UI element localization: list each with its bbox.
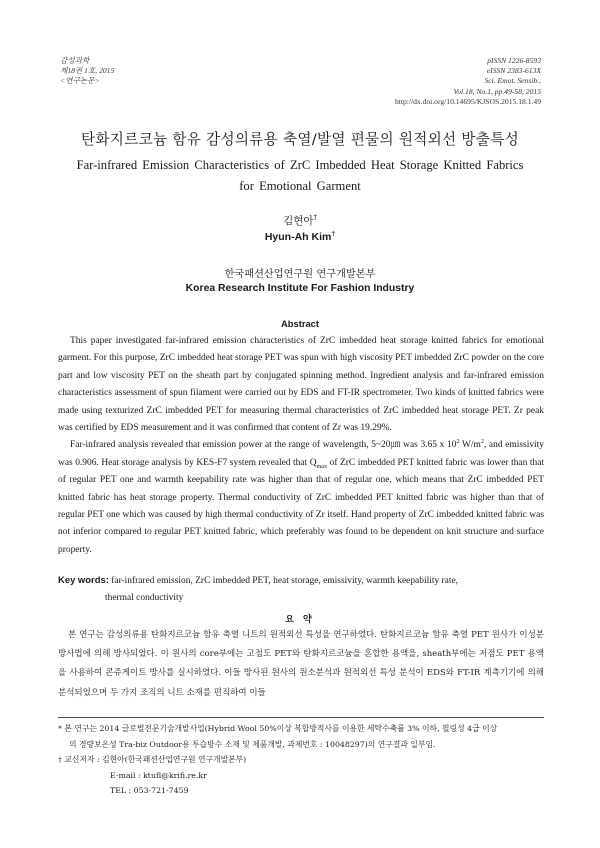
funding-note: * 본 연구는 2014 글로벌전문기술개발사업(Hybrid Wool 50%이상 복합방적사를 이용한 세탁수축률 3% 이하, 필링성 4급 이상 <box>58 724 498 733</box>
eissn: eISSN 2383-613X <box>486 66 541 76</box>
footnote-divider <box>58 717 544 718</box>
abstract-paragraph-2: Far-infrared analysis revealed that emission power at the range of wavelength, 5~20㎛ was 3.65 x $10^2$ $W/m^2$, and emissivity was 0.906. Heat storage analysis by KES-F7 system revealed that $Q_{max}$ of ZrC imbedded PET knitted fabric was lower than that of regular PET one and warmth keepability rate was higher than that of regular one, which means that ZrC imbedded PET knitted fabric has heat storage property. Thermal conductivity of ZrC imbedded PET knitted fabric was higher than that of regular PET one which was caused by high thermal conductivity of Zr itself. Hand property of ZrC imbedded knitted fabric was not inferior compared to regular PET knitted fabric, which preferably was found to be dependent on knit structure and surface property. <box>58 439 545 555</box>
doi-link[interactable]: http://dx.doi.org/10.14695/KJSOS.2015.18.1.49 <box>394 96 541 106</box>
email[interactable]: E-mail : ktufl@krifi.re.kr <box>110 770 207 780</box>
abstract-paragraph-1: This paper investigated far-infrared emission characteristics of ZrC imbedded heat storage knitted fabrics for emotional garment. For this purpose, ZrC imbedded heat storage PET was spun with high viscosity PET imbedded ZrC powder on the core part and low viscosity PET on the sheath part by conjugated spinning method. Ingredient analysis and far-infrared emission characteristics assessment of spun filament were carried out by EDS and FT-IR spectrometer. Two kinds of knitted fabrics were made using texturized ZrC imbedded PET for measuring thermal characteristics of ZrC imbedded heat storage PET. Zr peak was certified by EDS measurement and it was confirmed that content of Zr was 19.29%. <box>58 336 544 434</box>
korean-summary: 본 연구는 감성의류용 탄화지르코늄 함유 축열 니트의 원적외선 특성을 연구하였다. 탄화지르코늄 함유 축열 PET 원사가 이성분 방사법에 의해 방사되었다. 이 원사의 core부에는 고점도 PET와 탄화지르코늄을 혼합한 용액을, sheath부에는 저점도 PET 용액을 사용하여 콘쥬게이트 방사를 실시하였다. 이들 방사된 원사의 원소분석과 원적외선 특성 분석이 EDS와 FT-IR 계측기기에 의해 분석되었으며 두 가지 조직의 니트 소재를 편직하여 이들 <box>58 630 544 698</box>
telephone: TEL : 053-721-7459 <box>110 786 189 796</box>
keywords-list-cont: thermal conductivity <box>105 593 184 604</box>
keywords-label: Key words: <box>58 575 109 586</box>
affiliation-english: Korea Research Institute For Fashion Industry <box>185 283 415 294</box>
abstract-body <box>58 333 544 559</box>
volume-pages: Vol.18, No.1, pp.49-58, 2015 <box>453 86 541 96</box>
corresponding-author: † 교신저자 : 김현아(한국패션산업연구원 연구개발본부) <box>58 755 247 765</box>
pissn: pISSN 1226-8593 <box>487 56 541 65</box>
journal-header-right <box>395 56 541 107</box>
author-english: Hyun-Ah Kim† <box>264 230 336 243</box>
journal-name: 감성과학 <box>60 56 90 65</box>
journal-volume: 제18권 1호, 2015 <box>60 66 115 76</box>
title-english: Far-infrared Emission Characteristics of ZrC Imbedded Heat Storage Knitted Fabrics for Emotional Garment <box>76 158 524 193</box>
keywords <box>58 572 544 608</box>
keywords-list: far-infrared emission, ZrC imbedded PET, heat storage, emissivity, warmth keepability rate, <box>111 576 459 586</box>
journal-header-left <box>60 56 114 87</box>
abstract-heading: Abstract <box>280 318 320 329</box>
footnotes <box>58 721 544 799</box>
korean-summary-heading: 요 약 <box>285 615 315 625</box>
journal-abbrev: Sci. Emot. Sensib., <box>484 76 541 86</box>
affiliation-korean: 한국패션산업연구원 연구개발본부 <box>224 269 376 280</box>
author-korean: 김현아† <box>283 213 317 227</box>
article-type: <연구논문> <box>60 76 100 86</box>
title-korean: 탄화지르코늄 함유 감성의류용 축열/발열 편물의 원적외선 방출특성 <box>81 131 519 148</box>
funding-note-cont: 의 경량보온성 Tra-biz Outdoor용 투습방수 소재 및 제품개발, 과제번호 : 10048297)의 연구결과 일부임. <box>69 739 436 749</box>
